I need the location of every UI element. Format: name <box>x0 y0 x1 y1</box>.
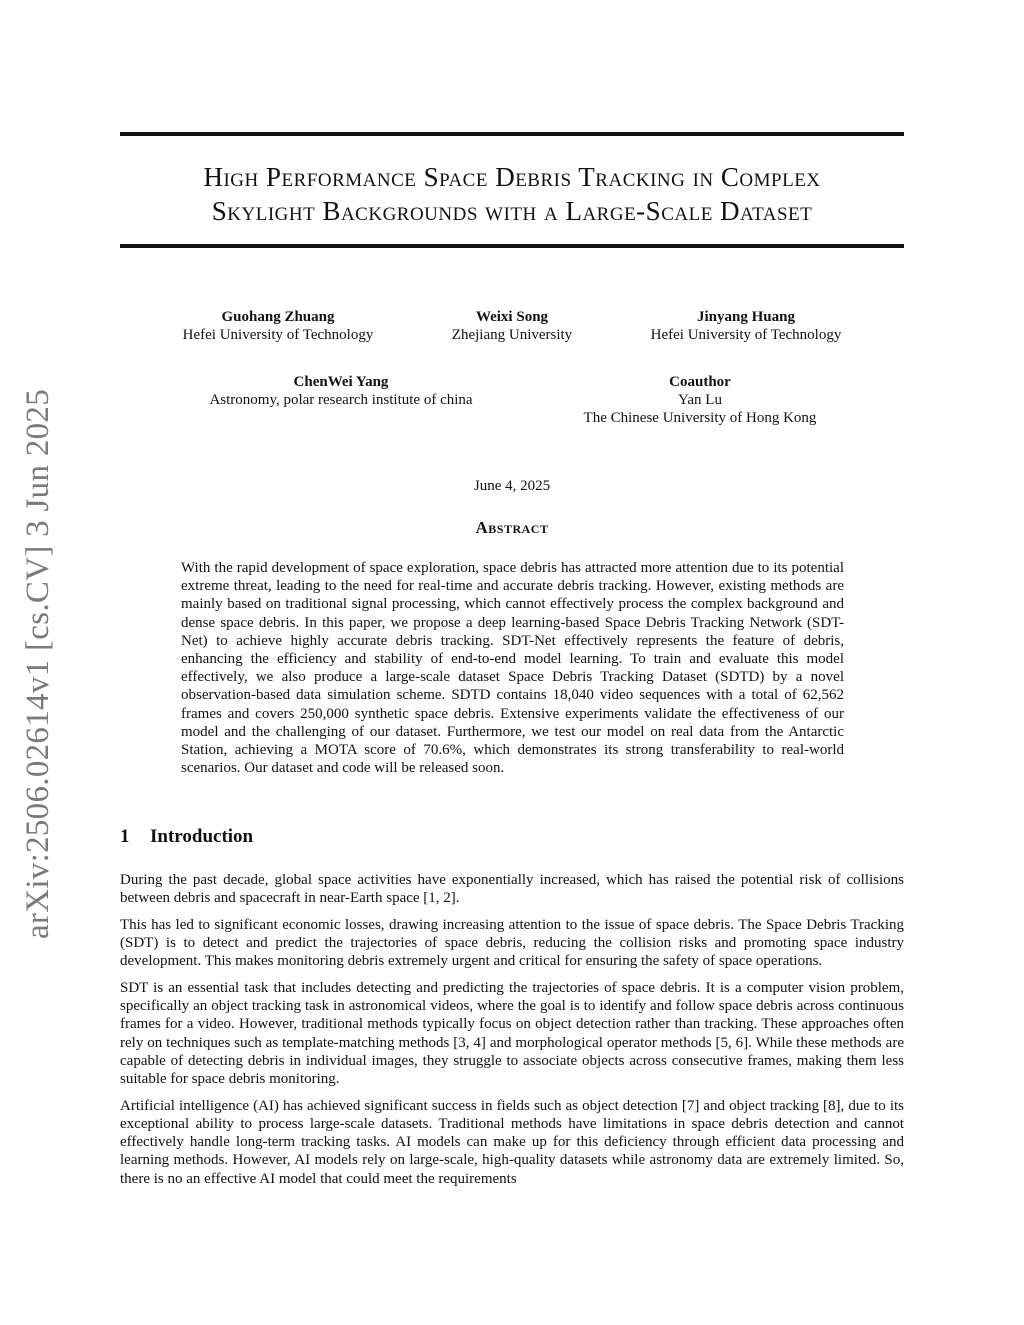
author-block <box>130 308 426 344</box>
abstract-text: With the rapid development of space exploration, space debris has attracted more attention due to its potential extreme threat, leading to the need for real-time and accurate debris tracking. However, existing methods are mainly based on traditional signal processing, which cannot effectively process the complex background and dense space debris. In this paper, we propose a deep learning-based Space Debris Tracking Network (SDT-Net) to achieve highly accurate debris tracking. SDT-Net effectively represents the feature of debris, enhancing the efficiency and stability of end-to-end model learning. To train and evaluate this model effectively, we also produce a large-scale dataset Space Debris Tracking Dataset (SDTD) by a novel observation-based data simulation scheme. SDTD contains 18,040 video sequences with a total of 62,562 frames and covers 250,000 synthetic space debris. Extensive experiments validate the effectiveness of our model and the challenging of our dataset. Furthermore, we test our model on real data from the Antarctic Station, achieving a MOTA score of 70.6%, which demonstrates its strong transferability to real-world scenarios. Our dataset and code will be released soon. <box>181 560 844 777</box>
section-heading <box>120 826 253 848</box>
abstract-heading: Abstract <box>475 518 549 537</box>
title-rule-top <box>120 132 904 136</box>
body-paragraph: This has led to significant economic losses, drawing increasing attention to the issue of space debris. The Space Debris Tracking (SDT) is to detect and predict the trajectories of space debris, reducing the collision risks and promoting space industry development. This makes monitoring debris extremely urgent and critical for ensuring the safety of space operations. <box>120 916 904 970</box>
section-body <box>120 871 904 1196</box>
author-block <box>598 308 894 344</box>
publication-date: June 4, 2025 <box>473 478 551 494</box>
author-affiliation: Hefei University of Technology <box>182 327 374 343</box>
author-name: Coauthor <box>669 374 731 390</box>
author-affiliation-institution: The Chinese University of Hong Kong <box>583 410 817 426</box>
author-name: ChenWei Yang <box>293 374 389 390</box>
title-line-2: Skylight Backgrounds with a Large-Scale Dataset <box>211 196 813 226</box>
author-block <box>412 308 612 344</box>
title-rule-bottom <box>120 244 904 248</box>
paper-title <box>120 160 904 228</box>
section-number: 1 <box>120 826 130 847</box>
author-block <box>550 373 850 427</box>
author-affiliation: Hefei University of Technology <box>650 327 842 343</box>
author-name: Guohang Zhuang <box>221 309 335 325</box>
title-line-1: High Performance Space Debris Tracking in Complex <box>203 162 821 192</box>
body-paragraph: During the past decade, global space activities have exponentially increased, which has raised the potential risk of collisions between debris and spacecraft in near-Earth space [1, 2]. <box>120 872 904 907</box>
author-affiliation: Astronomy, polar research institute of china <box>209 392 473 408</box>
author-block <box>170 373 512 409</box>
arxiv-identifier: arXiv:2506.02614v1 [cs.CV] 3 Jun 2025 <box>20 388 56 940</box>
author-affiliation: Yan Lu <box>678 392 722 408</box>
body-paragraph: SDT is an essential task that includes detecting and predicting the trajectories of space debris. It is a computer vision problem, specifically an object tracking task in astronomical videos, where the goal is to identify and follow space debris across continuous frames for a video. However, traditional methods typically focus on object detection rather than tracking. These approaches often rely on techniques such as template-matching methods [3, 4] and morphological operator methods [5, 6]. While these methods are capable of detecting debris in individual images, they struggle to associate objects across consecutive frames, making them less suitable for space debris monitoring. <box>120 980 904 1088</box>
author-affiliation: Zhejiang University <box>451 327 573 343</box>
body-paragraph: Artificial intelligence (AI) has achieved significant success in fields such as object detection [7] and object tracking [8], due to its exceptional ability to process large-scale datasets. Traditional methods have limitations in space debris detection and cannot effectively handle long-term tracking tasks. AI models can make up for this deficiency through efficient data processing and learning methods. However, AI models rely on large-scale, high-quality datasets while astronomy data are extremely limited. So, there is no an effective AI model that could meet the requirements <box>120 1097 904 1187</box>
section-title: Introduction <box>150 826 254 847</box>
author-name: Weixi Song <box>475 309 549 325</box>
author-name: Jinyang Huang <box>697 309 795 325</box>
